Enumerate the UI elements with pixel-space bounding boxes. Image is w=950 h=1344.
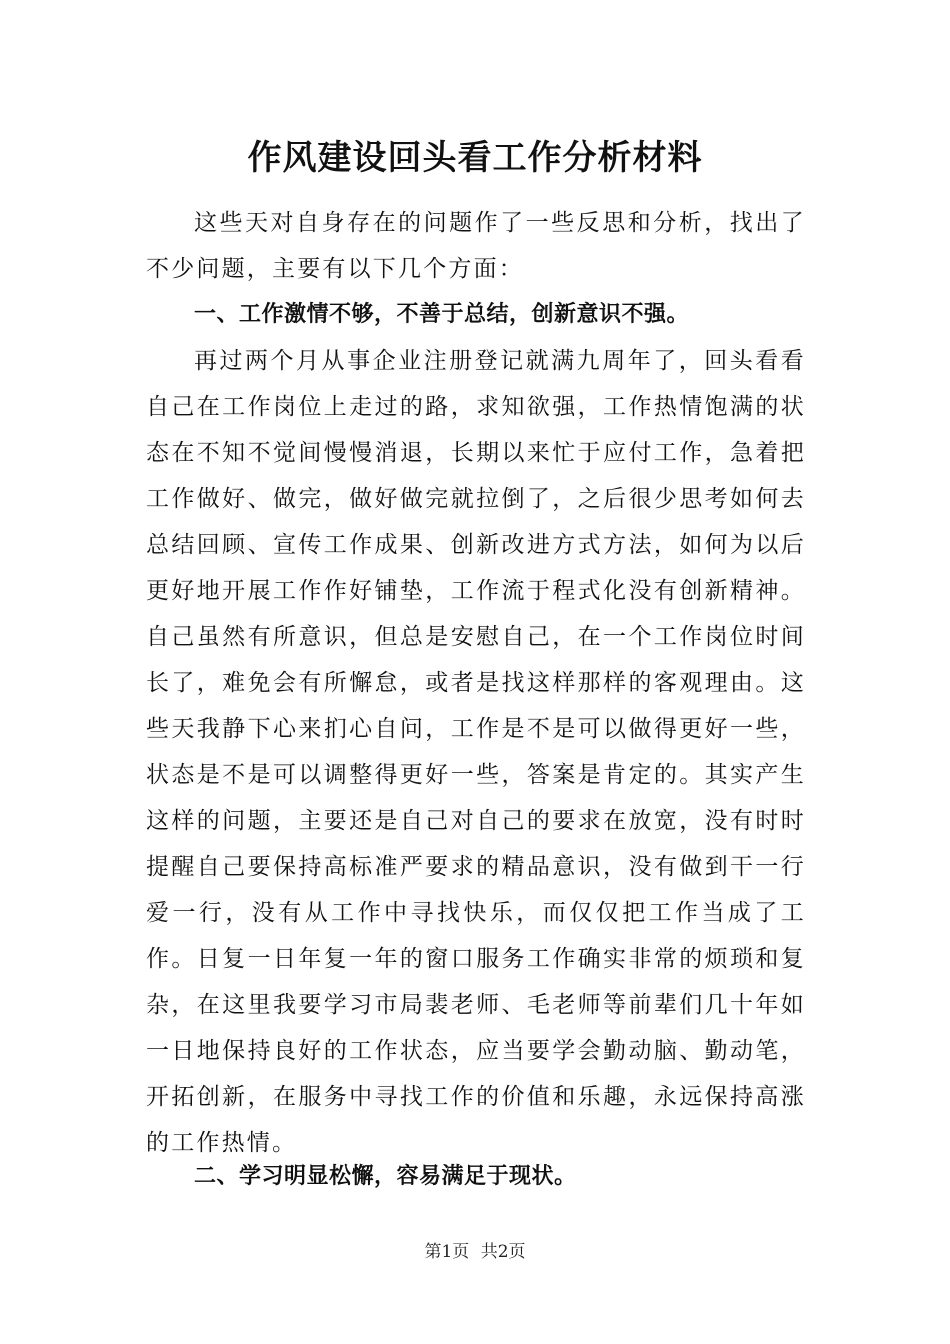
section-heading-1: 一、工作激情不够，不善于总结，创新意识不强。 xyxy=(194,302,690,327)
document-title: 作风建设回头看工作分析材料 xyxy=(247,138,703,178)
section-1-paragraph: 再过两个月从事企业注册登记就满九周年了，回头看看自己在工作岗位上走过的路，求知欲强，工作热情饱满的状态在不知不觉间慢慢消退，长期以来忙于应付工作，急着把工作做好、做完，做好做完就拉倒了，之后很少思考如何去总结回顾、宣传工作成果、创新改进方式方法，如何为以后更好地开展工作作好铺垫，工作流于程式化没有创新精神。自己虽然有所意识，但总是安慰自己，在一个工作岗位时间长了，难免会有所懈怠，或者是找这样那样的客观理由。这些天我静下心来扪心自问，工作是不是可以做得更好一些，状态是不是可以调整得更好一些，答案是肯定的。其实产生这样的问题，主要还是自己对自己的要求在放宽，没有时时提醒自己要保持高标准严要求的精品意识，没有做到干一行爱一行，没有从工作中寻找快乐，而仅仅把工作当成了工作。日复一日年复一年的窗口服务工作确实非常的烦琐和复杂，在这里我要学习市局裴老师、毛老师等前辈们几十年如一日地保持良好的工作状态，应当要学会勤动脑、勤动笔，开拓创新，在服务中寻找工作的价值和乐趣，永远保持高涨的工作热情。 xyxy=(146,348,806,1156)
intro-paragraph: 这些天对自身存在的问题作了一些反思和分析，找出了不少问题，主要有以下几个方面： xyxy=(146,210,806,282)
page-footer xyxy=(0,1240,950,1264)
section-heading-2: 二、学习明显松懈，容易满足于现状。 xyxy=(194,1164,577,1189)
page-number: 第1页 xyxy=(424,1242,470,1262)
page-total: 共2页 xyxy=(480,1242,526,1262)
